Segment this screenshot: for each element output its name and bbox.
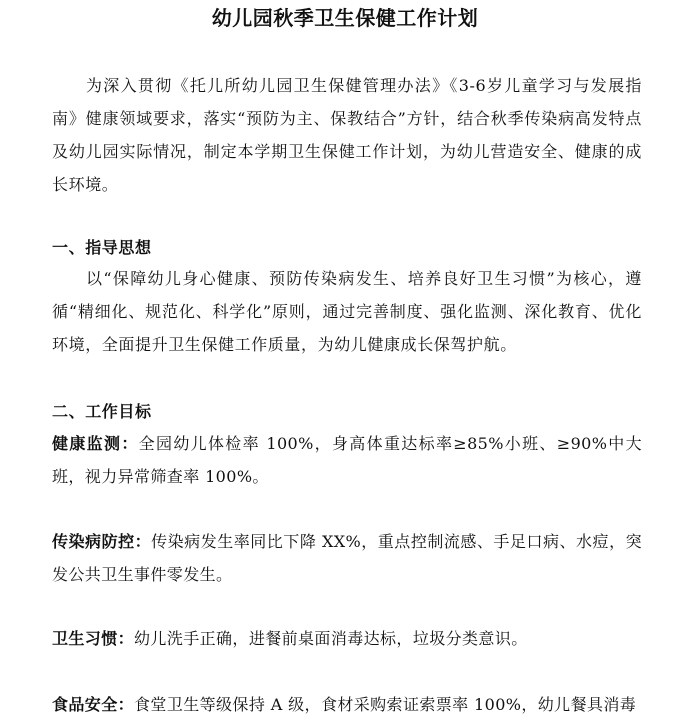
- goal-text: 传染病发生率同比下降 XX%，重点控制流感、手足口病、水痘，突发公共卫生事件零发生。: [52, 532, 642, 584]
- goal-text: 食堂卫生等级保持 A 级，食材采购索证索票率 100%，幼儿餐具消毒: [134, 695, 637, 714]
- goal-label: 健康监测：: [52, 434, 139, 453]
- goal-label: 卫生习惯：: [52, 629, 135, 648]
- goal-label: 传染病防控：: [52, 532, 152, 551]
- goal-item-disease-prevention: [52, 525, 642, 591]
- section-heading-guiding-ideology: 一、指导思想: [52, 238, 152, 257]
- intro-paragraph: 为深入贯彻《托儿所幼儿园卫生保健管理办法》《3-6岁儿童学习与发展指南》健康领域要求，落实“预防为主、保教结合”方针，结合秋季传染病高发特点及幼儿园实际情况，制定本学期卫生保健工作计划，为幼儿营造安全、健康的成长环境。: [52, 76, 642, 194]
- goal-item-food-safety: [52, 688, 642, 721]
- guiding-ideology-paragraph: 以“保障幼儿身心健康、预防传染病发生、培养良好卫生习惯”为核心，遵循“精细化、规范化、科学化”原则，通过完善制度、强化监测、深化教育、优化环境，全面提升卫生保健工作质量，为幼儿健康成长保驾护航。: [52, 269, 642, 354]
- goal-item-hygiene-habits: [52, 622, 642, 655]
- goal-text: 全园幼儿体检率 100%，身高体重达标率≥85%小班、≥90%中大班，视力异常筛查率 100%。: [52, 434, 642, 486]
- goal-text: 幼儿洗手正确，进餐前桌面消毒达标，垃圾分类意识。: [134, 629, 528, 648]
- section-heading-work-goals: 二、工作目标: [52, 402, 152, 421]
- document-title: 幼儿园秋季卫生保健工作计划: [211, 6, 479, 30]
- goal-item-health-monitoring: [52, 427, 642, 493]
- goal-label: 食品安全：: [52, 695, 135, 714]
